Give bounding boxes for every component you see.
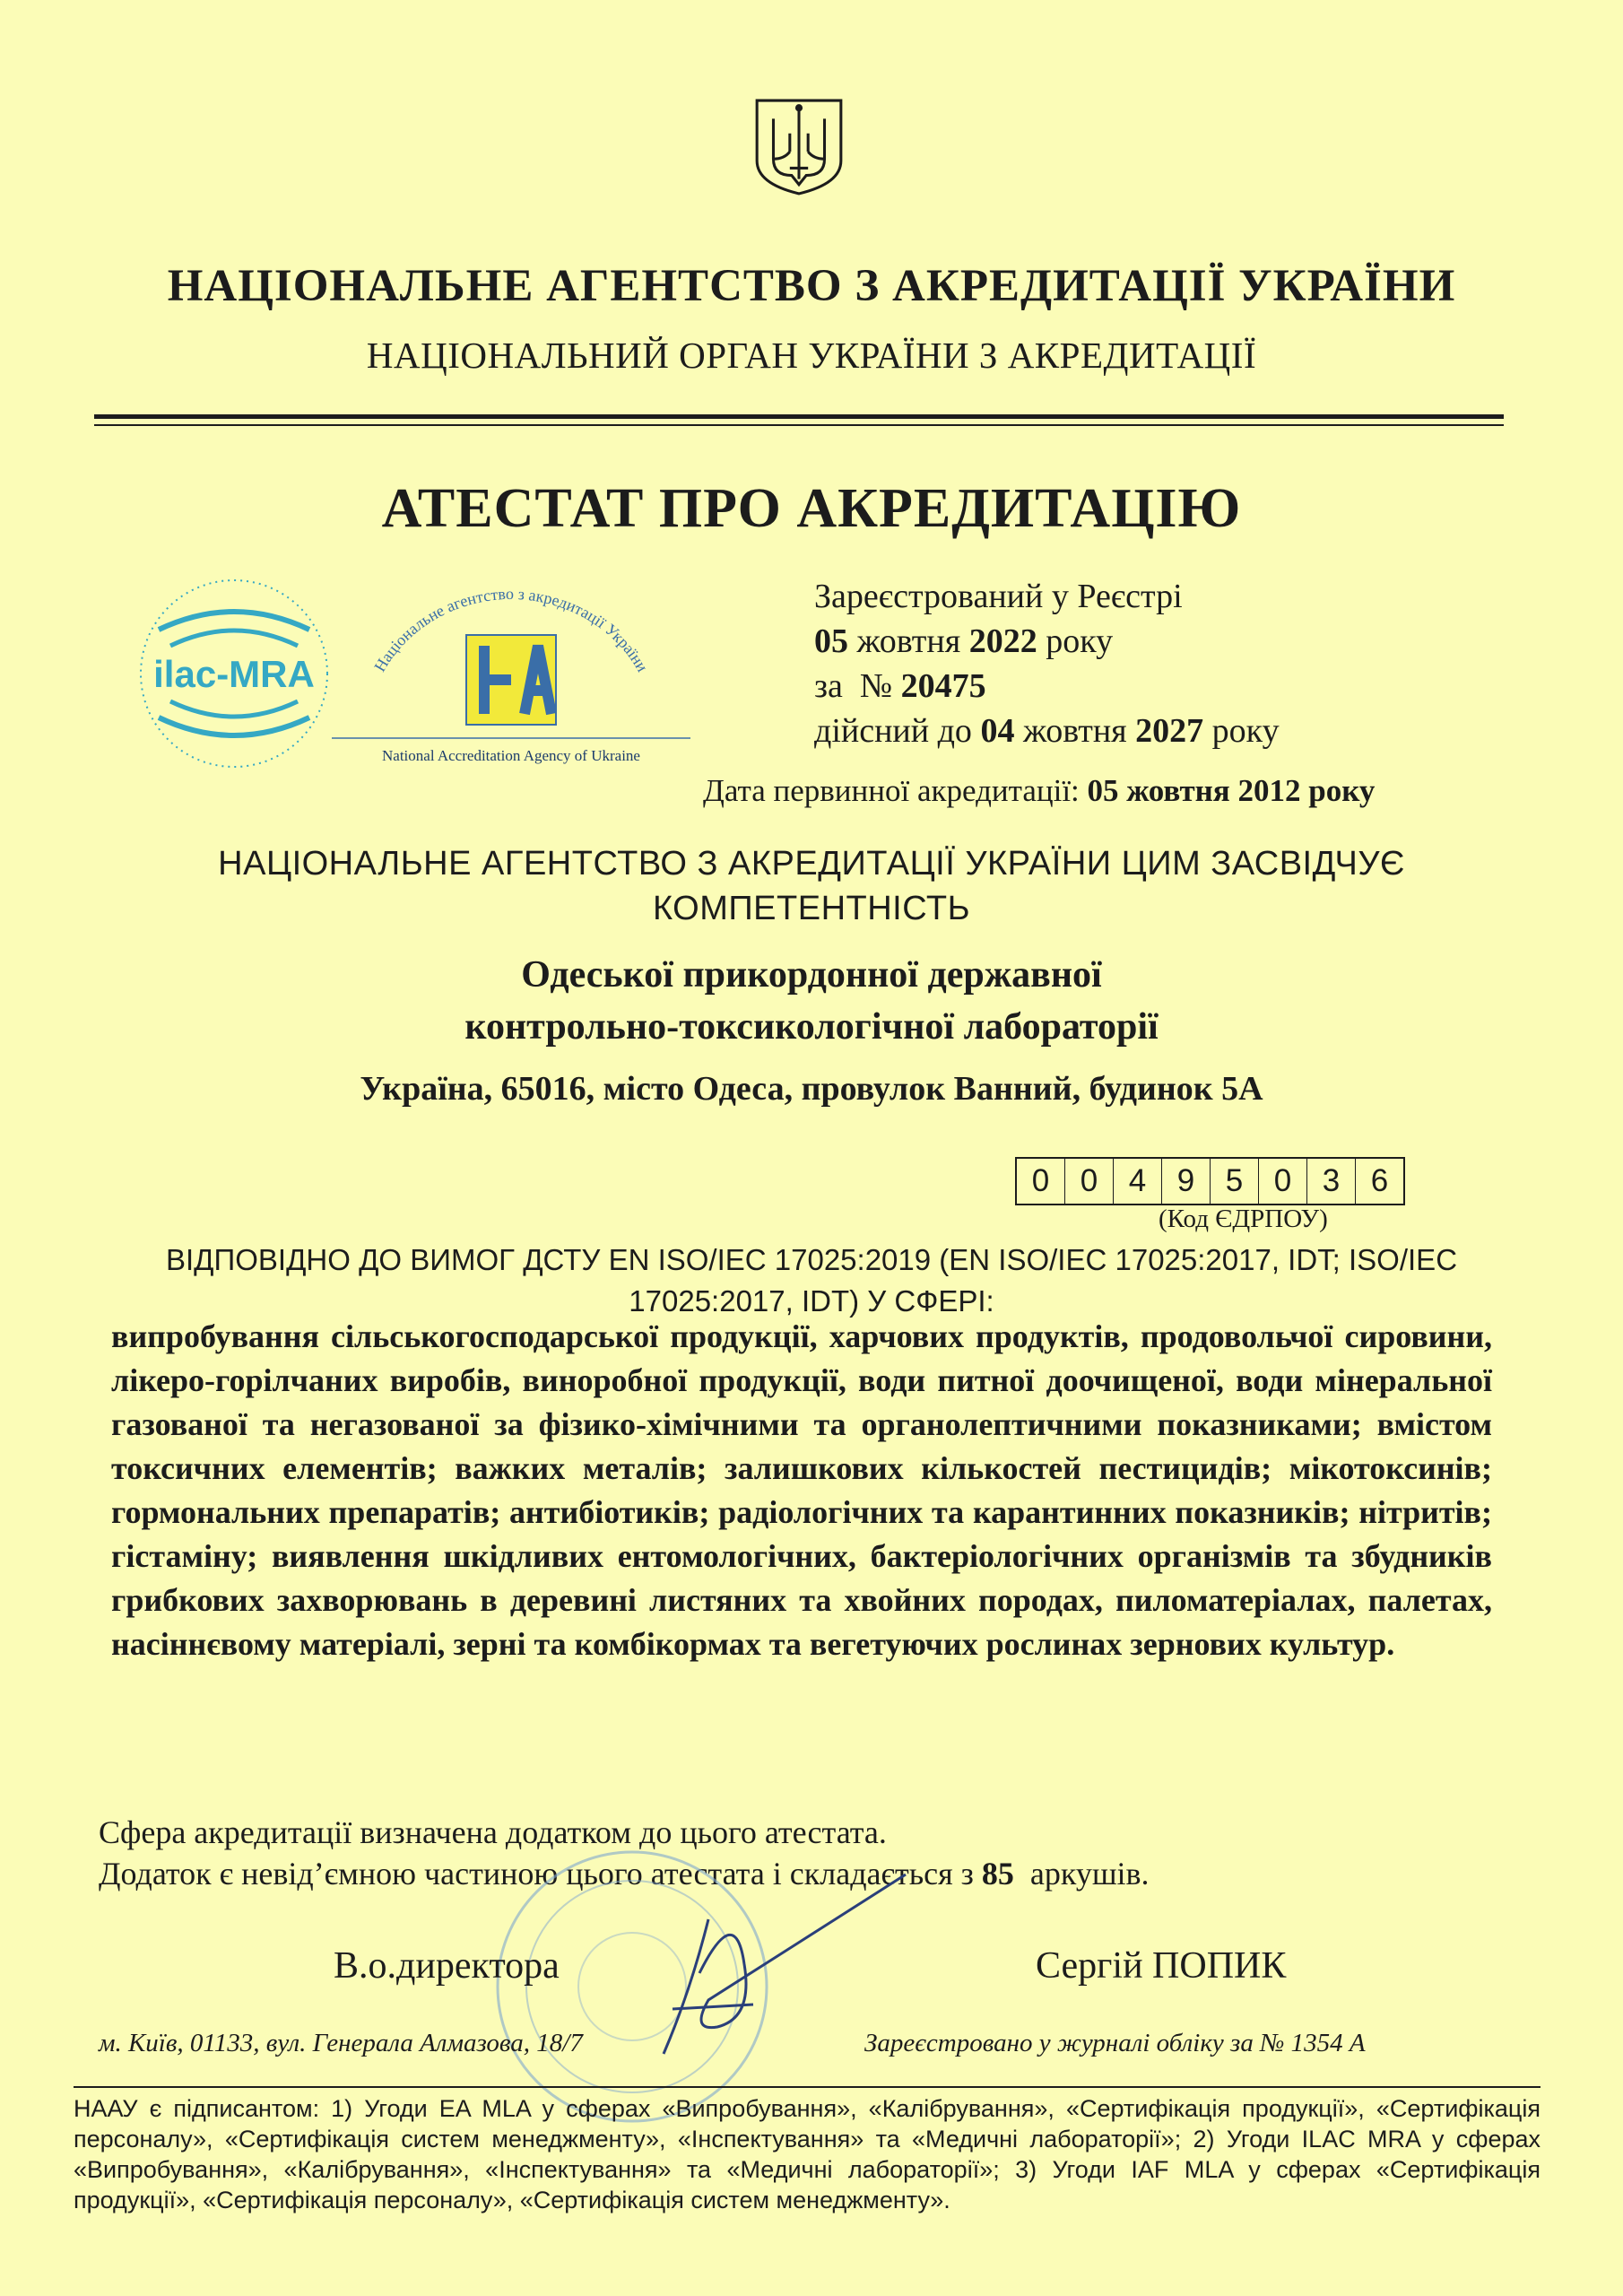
agency-subheading: НАЦІОНАЛЬНИЙ ОРГАН УКРАЇНИ З АКРЕДИТАЦІЇ	[366, 335, 1257, 376]
requirements-statement: ВІДПОВІДНО ДО ВИМОГ ДСТУ EN ISO/IEC 17025:2019 (EN ISO/IEC 17025:2017, IDT; ISO/IEC 17025:2017, IDT) У СФЕРІ:	[165, 1243, 1458, 1318]
divider-thin	[94, 424, 1504, 426]
coat-of-arms-icon	[753, 97, 845, 197]
journal-registration: Зареєстровано у журналі обліку за № 1354 А	[864, 2029, 1366, 2057]
edrpou-digit: 4	[1114, 1159, 1162, 1204]
edrpou-digit: 0	[1017, 1159, 1065, 1204]
edrpou-digit: 9	[1162, 1159, 1211, 1204]
signatory-name: Сергій ПОПИК	[1036, 1945, 1287, 1987]
naau-caption: National Accreditation Agency of Ukraine	[382, 747, 640, 764]
registration-block	[814, 574, 1280, 753]
edrpou-code-boxes	[1015, 1157, 1405, 1205]
primary-accreditation-date: Дата первинної акредитації: 05 жовтня 2012 року	[703, 773, 1376, 808]
ilac-mra-text: ilac-MRA	[153, 653, 315, 695]
validity-date: дійсний до 04 жовтня 2027 року	[814, 712, 1280, 750]
edrpou-digit: 0	[1259, 1159, 1307, 1204]
annex-line-1: Сфера акредитації визначена додатком до цього атестата.	[99, 1814, 887, 1850]
organization-address: Україна, 65016, місто Одеса, провулок Ванний, будинок 5А	[360, 1070, 1263, 1108]
organization-line-1: Одеської прикордонної державної	[521, 954, 1102, 996]
naau-logo-icon	[332, 572, 690, 770]
signatory-role: В.о.директора	[334, 1945, 560, 1987]
agency-address: м. Київ, 01133, вул. Генерала Алмазова, 18/7	[99, 2029, 583, 2057]
organization-line-2: контрольно-токсикологічної лабораторії	[464, 1006, 1159, 1048]
edrpou-digit: 5	[1211, 1159, 1259, 1204]
certifies-statement: НАЦІОНАЛЬНЕ АГЕНТСТВО З АКРЕДИТАЦІЇ УКРАЇНИ ЦИМ ЗАСВІДЧУЄ КОМПЕТЕНТНІСТЬ	[218, 845, 1405, 927]
registration-date: 05 жовтня 2022 року	[814, 622, 1114, 660]
organization-name	[0, 949, 1623, 1053]
naau-arc-text: Національне агентство з акредитації України	[370, 584, 652, 675]
edrpou-digit: 0	[1065, 1159, 1114, 1204]
document-title: АТЕСТАТ ПРО АКРЕДИТАЦІЮ	[381, 478, 1242, 539]
registration-line: Зареєстрований у Реєстрі	[814, 578, 1183, 615]
accreditation-scope: випробування сільськогосподарської продукції, харчових продуктів, продовольчої сировини, лікеро-горілчаних виробів, виноробної продукції, води питної доочищеної, води мінеральної газованої та негазованої за фізико-хімічними та органолептичними показниками; вмістом токсичних елементів; важких металів; залишкових кількостей пестицидів; мікотоксинів; гормональних препаратів; антибіотиків; радіологічних та карантинних показників; нітритів; гістаміну; виявлення шкідливих ентомологічних, бактеріологічних організмів та збудників грибкових захворювань в деревині листяних та хвойних породах, пиломатеріалах, палетах, насіннєвому матеріалі, зерні та комбікормах та вегетуючих рослинах зернових культур.	[111, 1318, 1492, 1662]
edrpou-digit: 3	[1307, 1159, 1356, 1204]
agency-heading: НАЦІОНАЛЬНЕ АГЕНТСТВО З АКРЕДИТАЦІЇ УКРАЇНИ	[167, 261, 1456, 311]
registration-number: за № 20475	[814, 667, 986, 705]
divider-thick	[94, 414, 1504, 419]
footer-divider	[74, 2086, 1541, 2088]
edrpou-label: (Код ЄДРПОУ)	[1159, 1205, 1328, 1233]
ilac-mra-logo-icon	[136, 576, 332, 771]
edrpou-digit: 6	[1370, 1163, 1389, 1198]
annex-line-2: Додаток є невід’ємною частиною цього атестата і складається з 85 аркушів.	[99, 1856, 1150, 1892]
footer-note: НААУ є підписантом: 1) Угоди EA MLA у сферах «Випробування», «Калібрування», «Сертифікація продукції», «Сертифікація персоналу», «Сертифікація систем менеджменту», «Інспектування» та «Медичні лабораторії»; 2) Угоди ILAC MRA у сферах «Випробування», «Калібрування», «Інспектування» та «Медичні лабораторії»; 3) Угоди IAF MLA у сферах «Сертифікація продукції», «Сертифікація персоналу», «Сертифікація систем менеджменту».	[74, 2095, 1541, 2213]
